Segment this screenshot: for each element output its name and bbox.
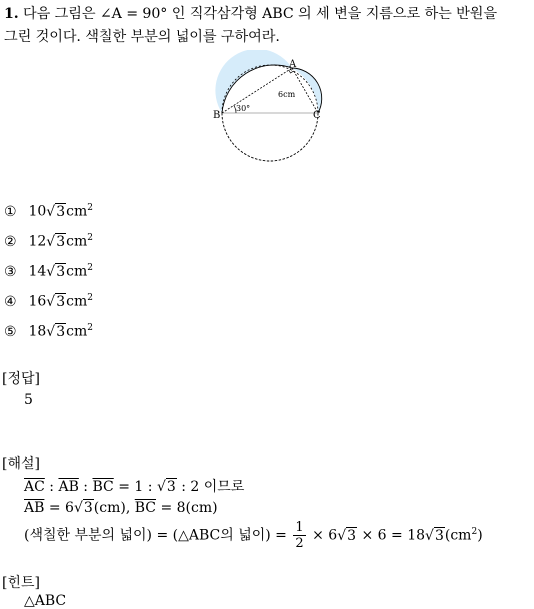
explanation-line-3 xyxy=(24,520,483,551)
ratio-1: 1 xyxy=(134,479,144,495)
sqrt-icon: √ xyxy=(337,527,347,544)
area-equation-result: × 6 = 18 xyxy=(357,527,426,544)
segment-ac: $\overline{AC}$ xyxy=(24,479,45,495)
choice-2-radicand: 3 xyxy=(56,233,66,250)
choice-5-coef: 18 xyxy=(28,323,47,340)
sqrt-icon: √ xyxy=(46,233,56,250)
sqrt-icon: √ xyxy=(425,527,434,544)
choice-2-exponent: 2 xyxy=(87,233,93,243)
explanation-line-1: $\overline{AC}$ : $\overline{AB}$ : $\overline{BC} = 1$ : √3 : 2 이므로 xyxy=(24,479,245,495)
choice-3-number: ③ xyxy=(4,263,17,280)
area-equation-lhs: (색칠한 부분의 넓이) = (△ABC의 넓이) = xyxy=(24,527,292,544)
choice-5-radicand: 3 xyxy=(56,323,66,340)
sqrt-icon: √ xyxy=(46,263,56,280)
sqrt-icon: √ xyxy=(46,323,56,340)
choice-1-radicand: 3 xyxy=(56,203,66,220)
choice-1[interactable] xyxy=(4,203,93,220)
ab-value: = 6 xyxy=(44,500,74,516)
semicircle-bc xyxy=(222,113,318,161)
ratio-sep: : xyxy=(143,479,157,495)
choice-4-exponent: 2 xyxy=(87,293,93,303)
segment-bc: $\overline{BC}$ xyxy=(92,479,114,495)
area-result-radicand: 3 xyxy=(434,527,444,544)
ratio-2: 2 xyxy=(190,479,200,495)
area-unit: (cm xyxy=(444,527,472,544)
choice-3-unit: cm xyxy=(66,263,88,280)
explanation-line-2 xyxy=(24,500,218,516)
choice-1-unit: cm xyxy=(66,203,88,220)
choice-1-coef: 10 xyxy=(28,203,47,220)
choice-5-number: ⑤ xyxy=(4,323,17,340)
choice-4-unit: cm xyxy=(66,293,88,310)
choice-3-exponent: 2 xyxy=(87,263,93,273)
choice-2-coef: 12 xyxy=(28,233,47,250)
right-angle-mark xyxy=(289,70,294,73)
choice-1-number: ① xyxy=(4,203,17,220)
segment-ab: $\overline{AB}$ xyxy=(24,500,45,516)
question-line-2: 그린 것이다. 색칠한 부분의 넓이를 구하여라. xyxy=(4,29,280,45)
geometry-figure xyxy=(205,50,335,162)
question-text-1: 다음 그림은 ∠A = 90° 인 직각삼각형 ABC 의 세 변을 지름으로 하는 반원을 xyxy=(23,6,497,22)
choice-5-exponent: 2 xyxy=(87,323,93,333)
ratio-sep: : xyxy=(44,479,59,495)
shaded-lune-ab xyxy=(215,50,292,113)
choice-1-exponent: 2 xyxy=(87,203,93,213)
hint-value: △ABC xyxy=(24,593,67,609)
answer-heading: [정답] xyxy=(2,371,40,387)
label-c: C xyxy=(313,110,321,121)
area-unit-close: ) xyxy=(477,527,483,544)
segment-ab: $\overline{AB}$ xyxy=(58,479,79,495)
choice-5[interactable] xyxy=(4,323,93,340)
choice-4-number: ④ xyxy=(4,293,17,310)
choice-4-radicand: 3 xyxy=(56,293,66,310)
sqrt-icon: √ xyxy=(46,203,56,220)
choice-2-unit: cm xyxy=(66,233,88,250)
answer-value: 5 xyxy=(24,392,33,408)
choice-5-unit: cm xyxy=(66,323,88,340)
choice-2-number: ② xyxy=(4,233,17,250)
area-radicand: 3 xyxy=(347,527,357,544)
sqrt-icon: √ xyxy=(46,293,56,310)
label-angle-b: 30° xyxy=(236,104,251,113)
label-b: B xyxy=(213,110,221,121)
area-unit-exponent: 2 xyxy=(471,526,478,537)
question-number: 1. xyxy=(4,6,19,22)
area-equation-mid: × 6 xyxy=(307,527,338,544)
hint-heading: [힌트] xyxy=(2,575,40,591)
segment-bc: $\overline{BC}$ xyxy=(134,500,157,516)
choice-3[interactable] xyxy=(4,263,93,280)
fraction-denominator: 2 xyxy=(295,536,304,551)
ratio-sqrt3: 3 xyxy=(166,479,176,495)
sqrt-icon: √ xyxy=(73,500,83,516)
label-side-length: 6cm xyxy=(278,90,296,99)
shaded-lune-ac xyxy=(292,68,322,113)
choice-4-coef: 16 xyxy=(28,293,47,310)
bc-value: = 8(cm) xyxy=(156,500,218,516)
explanation-tail: 이므로 xyxy=(199,479,245,495)
choice-3-radicand: 3 xyxy=(56,263,66,280)
choice-3-coef: 14 xyxy=(28,263,47,280)
explanation-heading: [해설] xyxy=(2,456,40,472)
ratio-sep: : xyxy=(176,479,191,495)
label-a: A xyxy=(289,59,297,70)
fraction-numerator: 1 xyxy=(295,520,304,535)
ratio-sep: : xyxy=(78,479,93,495)
sqrt-icon: √ xyxy=(156,479,166,495)
ab-unit: (cm), xyxy=(93,500,135,516)
question-line-1 xyxy=(4,3,497,23)
fraction-half xyxy=(293,520,305,551)
choice-4[interactable] xyxy=(4,293,93,310)
ab-radicand: 3 xyxy=(83,500,93,516)
choice-2[interactable] xyxy=(4,233,93,250)
